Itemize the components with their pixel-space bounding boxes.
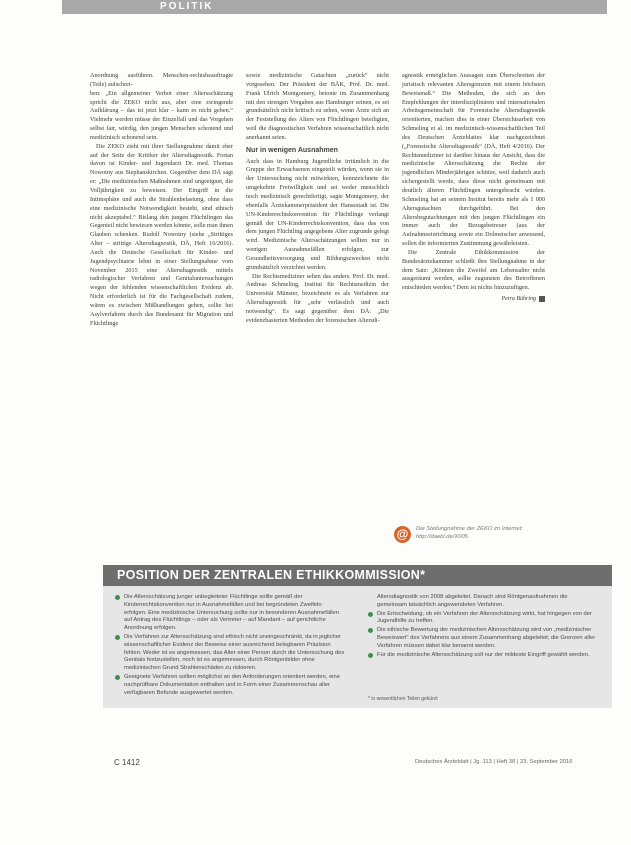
article-subheading: Nur in wenigen Ausnahmen bbox=[246, 146, 338, 154]
web-link-url[interactable]: http://daebl.de/X005 bbox=[416, 533, 468, 540]
bullet-icon bbox=[368, 612, 373, 617]
list-item bbox=[368, 627, 598, 650]
section-header-bar bbox=[62, 0, 607, 14]
article-paragraph: sowie medizinische Gutachten „zurück“ nicht vorgesehen. Der Präsident der BÄK, Prof. Dr. med. Frank Ulrich Montgomery, betonte im Zusammenhang mit den strengen Vorgaben aus Hamburger seinen, es sei grundsätzlich nicht kritisch zu sehen, wenn Ärzte sich an der Feststellung des Alters von Flüchtlingen beteiligten, weil die diagnostischen Verfahren wissenschaftlich nicht anerkannt seien. bbox=[246, 72, 389, 141]
at-icon: @ bbox=[394, 526, 411, 543]
position-box-title: POSITION DER ZENTRALEN ETHIKKOMMISSION* bbox=[117, 568, 426, 582]
article-paragraph: Anordnung ausführen. Menschen-rechtsbeauftragte (Teile) aufschrei- bbox=[90, 72, 233, 88]
article-paragraph: Die Zentrale Ethikkommission der Bundesärztekammer schließt ihre Stellungnahme in der dem Satz: „Können die Zweifel am Lebensalter nicht ausgeräumt werden, sollte zugunsten des Betroffenen entschieden werden.“ Dem ist nichts hinzuzufügen. bbox=[402, 248, 545, 292]
article-paragraph: Die ZEKO zieht mit ihrer Stellungnahme damit eher auf der Seite der Kritiker der Altersdiagnostik. Fortan davon ist Kinder- und Jugendarzt Dr. med. Thomas Nowotny aus Stephanskirchen. Gegenüber dem DÄ sagt er: „Die medizinischen Maßnahmen sind ungeeignet, die Volljährigkeit zu beweisen. Der Eingriff in die Intimsphäre und auch die Strahlenbelastung, ohne dass eine medizinische Notwendigkeit besteht, sind ethisch nicht akzeptabel.“ Bislang den jungen Flüchtlingen das Gegenteil nicht bewiesen werden könnte, solle man ihnen Glauben schenken. Rudolf Nowotny (siehe „Strittiges Alter – strittige Altersdiagnostik, DÄ, Heft 16/2016). Auch die Deutsche Gesellschaft für Kinder- und Jugendpsychiatrie lehnt in einer Stellungnahme vom November 2015 eine Altersdiagnostik mittels radiologischer Verfahren und Genitaluntersuchungen wegen der fehlenden wissenschaftlichen Evidenz ab. Nicht erforderlich ist für die Fachgesellschaft zudem, wären es zwischen Mißhandlungen gehen, sollte bei Asylverfahren durch das Bundesamt für Migration und Flüchtlinge bbox=[90, 142, 233, 327]
position-box-left-column bbox=[115, 594, 345, 698]
article-author bbox=[402, 295, 545, 304]
web-link-note[interactable] bbox=[394, 524, 604, 546]
bullet-icon bbox=[115, 595, 120, 600]
article-paragraph: Auch dass in Hamburg Jugendliche irrtümlich in die Gruppe der Erwachsenen eingeteilt würden, wenn sie in der Untersuchung nicht mitwirkten, kennzeichnete die umgekehrte Freiwilligkeit und sei weder menschlich noch medizinisch gerechtfertigt, sagte Montgomery, der ebenfalls Ärztekammerpräsident der Hansestadt ist. Die UN-Kinderrechtskonvention für Flüchtlinge verlangt gemäß der UN-Kinderrechtskonvention, dass das von dem jungen Flüchtling angegebene Alter zugrunde gelegt wird. Medizinische Altersschätzungen sollten nur in wenigen Ausnahmefällen erfolgen, zur Gesundheitsversorgung und Bildungszwecken nicht grundsätzlich verzichtet werden. bbox=[246, 157, 389, 271]
list-item-text: Altersdiagnostik von 2008 abgeleitet. Danach sind Röntgenaufnahmen die gemeinsam tatsächlich angewendeten Verfahren. bbox=[377, 594, 568, 608]
article-paragraph: agnostik ermöglichen Aussagen zum Überschreiten der juristisch relevanten Altersgrenzen mit einem höchsten Beweismaß.“ Die Methoden, die sich an den Empfehlungen der interdisziplinären und internationalen Arbeitsgemeinschaft für Forensische Altersdiagnostik orientierten, machen dies in einer Übersichtsarbeit von Schmeling et al. im medizinisch-wissenschaftlichen Teil des Deutschen Ärzteblattes klar nachgezeichnet („Forensische Altersdiagnostik“ (DÄ, Heft 4/2016). Der Rechtsmediziner ist darüber hinaus der Ansicht, dass die medizinische Altersschätzung die Rechte der jugendlichen Minderjährigen schütze, weil dadurch auch sichergestellt werde, dass diese nicht gemeinsam mit deutlich älteren Flüchtlingen untergebracht würden. Schmeling hat an seinem Institut bereits mehr als 1 000 Altersgutachten durchgeführt. Bei den Altersbegutachtungen mit den jungen Flüchtlingen ein immer auch der Bezugsbetreuer (aus der Aufnahmeeinrichtung sowie ein Dolmetscher anwesend, sollen die informierten Zustimmung gewährleisten. bbox=[402, 72, 545, 248]
list-item-text: Die ethische Bewertung der medizinischen Altersschätzung wird von „medizinischer Beweiswert“ des Verfahrens aus einem Zusammenhang abgeleitet; die Grenzen aller Verfahren müssen dabei klar benannt werden. bbox=[377, 627, 596, 649]
article-column-2 bbox=[246, 72, 389, 326]
position-box-right-column bbox=[368, 594, 598, 660]
section-label: POLITIK bbox=[160, 1, 214, 12]
list-item-text: Geeignete Verfahren sollten möglichst an den Anforderungen orientiert werden, eine nachprüfbare Dokumentation enthalten und in Form einer Zusammenschau aller verfügbaren Befunde ausgewertet werden. bbox=[124, 673, 340, 696]
bullet-icon bbox=[368, 628, 373, 633]
article-paragraph: Die Rechtsmediziner sehen das anders. Prof. Dr. med. Andreas Schmeling, Institut für Rechtsmedizin der Universität Münster, bezeichnete es als Verfahren zur Altersdiagnostik für „sehr verlässlich und auch notwendig“. Es sagt gegenüber dem DÄ: „Die evidenzbasierten Methoden der forensischen Altersdi- bbox=[246, 272, 389, 324]
article-column-3 bbox=[402, 72, 545, 304]
page-number: C 1412 bbox=[114, 758, 140, 767]
list-item bbox=[115, 594, 345, 633]
list-item bbox=[115, 634, 345, 673]
article-paragraph: ben: „Ein allgemeiner Verbot einer Altersschätzung spricht die ZEKO nicht aus, aber eine zwingende Aufklärung – das ist jetzt klar – kann es nicht geben.“ Vielmehr werden müsse der Einzelfall und das Vorgehen selbst fair, würdig, den jungen Menschen schonend und medizinisch schonend sein. bbox=[90, 89, 233, 141]
list-item-text: Die Verfahren zur Altersschätzung sind ethisch nicht uneingeschränkt, da in jeglicher wissenschaftlicher Evidenz der Beweise einer ausreichend belegbaren Präzision fehlen. Weder ist es angemessen, das Alter einer Person durch die Untersuchung des Genitals festzustellen, noch ist es angemessen, durch Röntgenbilder ohne medizinischen Grund Strahlenschäden zu riskieren. bbox=[124, 633, 345, 672]
list-item-text: Für die medizinische Altersschätzung soll nur der mildeste Eingriff gewählt werden. bbox=[377, 651, 590, 658]
box-footnote: * in wesentlichen Teilen gekürzt bbox=[368, 696, 438, 702]
author-name: Petra Bühring bbox=[501, 296, 536, 303]
web-link-line-1: Die Stellungnahme der ZEKO im Internet: bbox=[416, 526, 523, 532]
bullet-icon bbox=[115, 635, 120, 640]
position-box-title-bar bbox=[103, 565, 612, 586]
list-item-text: Die Altersschätzung junger unbegleiteter Flüchtlinge sollte gemäß der Kinderrechtskonvention nur in Ausnahmefällen und bei begründeten Zweifeln erfolgen. Eine medizinische Untersuchung sollte nur in besonderen Ausnahmefällen auf Antrag des Flüchtlings – oder als Vertreter – auf Mandant – auf gerichtliche Anordnung erfolgen. bbox=[124, 594, 339, 632]
article-column-1 bbox=[90, 72, 233, 328]
list-item bbox=[115, 674, 345, 697]
end-mark-icon bbox=[539, 296, 545, 302]
list-item bbox=[368, 594, 598, 610]
web-link-text[interactable] bbox=[416, 526, 523, 541]
list-item bbox=[368, 611, 598, 627]
position-box-body bbox=[103, 586, 612, 708]
list-item bbox=[368, 652, 598, 660]
list-item-text: Die Entscheidung, ob ein Verfahren der Altersschätzung wirkt, hat hingegen von der Jugendhilfe zu treffen. bbox=[377, 610, 592, 625]
bullet-icon bbox=[115, 675, 120, 680]
footer-publication-info: Deutsches Ärzteblatt | Jg. 113 | Heft 38 | 23. September 2016 bbox=[415, 759, 573, 765]
bullet-icon bbox=[368, 653, 373, 658]
